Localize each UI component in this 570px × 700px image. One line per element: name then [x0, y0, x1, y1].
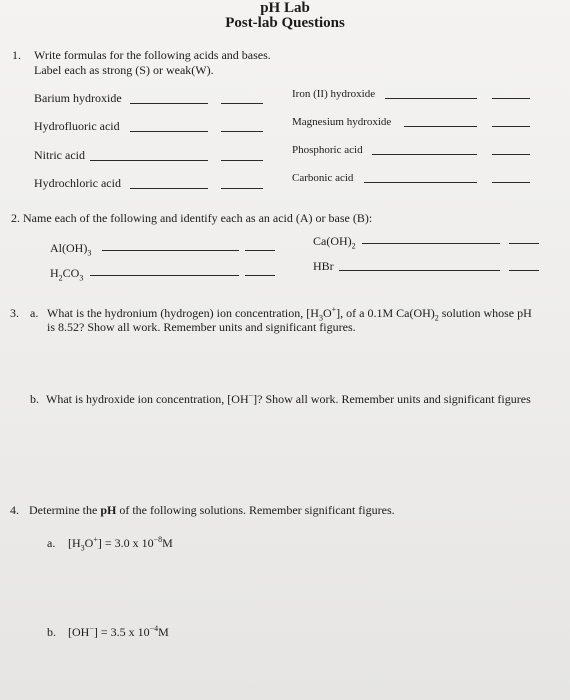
q1-item-barium-hydroxide: Barium hydroxide [34, 91, 122, 105]
q1-item-carbonic-acid: Carbonic acid [292, 172, 354, 184]
q1-instruction-line1: Write formulas for the following acids and bases. [34, 48, 271, 62]
answer-blank[interactable] [130, 188, 208, 189]
strength-blank[interactable] [492, 182, 530, 183]
acid-base-blank[interactable] [245, 275, 275, 276]
q2-item-aluminum-hydroxide: $Al(OH)_3$ [50, 241, 92, 258]
answer-blank[interactable] [90, 275, 239, 276]
answer-blank[interactable] [102, 250, 239, 251]
q4-number: 4. [10, 503, 19, 517]
q3b-question: What is hydroxide ion concentration, [OH−]? Show all work. Remember units and significant figures [46, 391, 531, 406]
answer-blank[interactable] [130, 103, 208, 104]
q2-instruction: 2. Name each of the following and identify each as an acid (A) or base (B): [11, 211, 373, 225]
q1-item-nitric-acid: Nitric acid [34, 148, 85, 162]
answer-blank[interactable] [372, 154, 477, 155]
answer-blank[interactable] [339, 270, 500, 271]
q1-item-magnesium-hydroxide: Magnesium hydroxide [292, 116, 392, 128]
strength-blank[interactable] [221, 103, 263, 104]
answer-blank[interactable] [130, 131, 208, 132]
q3a-letter: a. [30, 306, 39, 320]
strength-blank[interactable] [221, 131, 263, 132]
q3b-letter: b. [30, 392, 39, 406]
strength-blank[interactable] [492, 126, 530, 127]
q1-item-hydrochloric-acid: Hydrochloric acid [34, 176, 121, 190]
q1-instruction-line2: Label each as strong (S) or weak(W). [34, 63, 214, 77]
strength-blank[interactable] [492, 154, 530, 155]
answer-blank[interactable] [385, 98, 477, 99]
q3-number: 3. [10, 306, 19, 320]
q2-item-carbonic-acid-formula: $H_2CO_3$ [50, 266, 84, 283]
q4a-expression: $[H_3O^+] = 3.0$ x $10^{-8}M$ [68, 535, 173, 553]
q1-item-hydrofluoric-acid: Hydrofluoric acid [34, 119, 120, 133]
q1-item-phosphoric-acid: Phosphoric acid [292, 144, 363, 156]
q1-item-iron-ii-hydroxide: Iron (II) hydroxide [292, 88, 376, 100]
acid-base-blank[interactable] [245, 250, 275, 251]
q2-item-calcium-hydroxide: $Ca(OH)_2$ [313, 234, 356, 251]
q4a-letter: a. [47, 536, 56, 550]
answer-blank[interactable] [90, 160, 208, 161]
page-title: pH Lab [260, 0, 310, 16]
answer-blank[interactable] [364, 182, 477, 183]
q1-number: 1. [12, 48, 21, 62]
strength-blank[interactable] [221, 188, 263, 189]
q3a-question-line1: What is the hydronium (hydrogen) ion concentration, $[H_3O^+]$, of a 0.1M $Ca(OH)_2$ solution whose pH [47, 305, 532, 323]
page-subtitle: Post-lab Questions [225, 15, 345, 31]
answer-blank[interactable] [404, 126, 477, 127]
q2-item-hbr: HBr [313, 259, 334, 273]
q4b-expression: [OH−] = 3.5 x $10^{-4}M$ [68, 624, 169, 639]
q4b-letter: b. [47, 625, 56, 639]
answer-blank[interactable] [362, 243, 500, 244]
q4-instruction: Determine the pH of the following solutions. Remember significant figures. [29, 503, 395, 517]
acid-base-blank[interactable] [509, 243, 539, 244]
strength-blank[interactable] [492, 98, 530, 99]
strength-blank[interactable] [221, 160, 263, 161]
acid-base-blank[interactable] [509, 270, 539, 271]
q3a-question-line2: is 8.52? Show all work. Remember units and significant figures. [47, 320, 356, 334]
